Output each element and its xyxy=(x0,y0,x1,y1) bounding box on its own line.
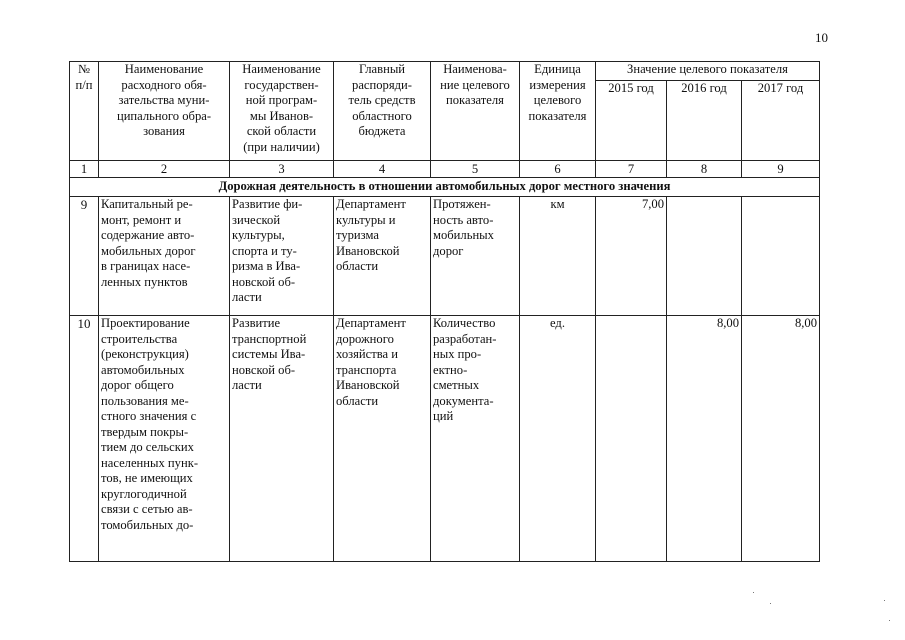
column-number: 9 xyxy=(742,161,820,178)
column-number: 8 xyxy=(667,161,742,178)
obligation-name-cell: Капитальный ре- монт, ремонт и содержание авто- мобильных дорог в границах насе- ленных пунктов xyxy=(99,197,230,316)
indicator-name-cell: Количество разработан- ных про- ектно- сметных документа- ций xyxy=(431,316,520,562)
page-number: 10 xyxy=(815,30,828,45)
header-col-state-program: Наименование государствен- ной програм- мы Иванов- ской области (при наличии) xyxy=(230,62,334,161)
header-values-group: Значение целевого показателя xyxy=(596,62,820,81)
value-2015-cell xyxy=(596,316,667,562)
column-number: 6 xyxy=(520,161,596,178)
state-program-cell: Развитие транспортной системы Ива- новской об- ласти xyxy=(230,316,334,562)
table-row xyxy=(70,197,820,316)
budget-manager-cell: Департамент культуры и туризма Ивановской области xyxy=(334,197,431,316)
row-number: 9 xyxy=(70,197,99,316)
value-2016-cell xyxy=(667,197,742,316)
obligation-name-cell: Проектирование строительства (реконструкция) автомобильных дорог общего пользования ме- стного значения с твердым покры- тием до сельских населенных пунк- тов, не имеющих круглогодичной связи с сетью ав- томобильных до- xyxy=(99,316,230,562)
column-number: 3 xyxy=(230,161,334,178)
header-year-2015: 2015 год xyxy=(596,81,667,161)
header-col-obligation-name: Наименование расходного обя- зательства муни- ципального обра- зования xyxy=(99,62,230,161)
scan-speck xyxy=(884,600,885,601)
header-col-no: № п/п xyxy=(70,62,99,161)
row-number: 10 xyxy=(70,316,99,562)
section-title: Дорожная деятельность в отношении автомобильных дорог местного значения xyxy=(70,178,820,197)
budget-manager-cell: Департамент дорожного хозяйства и транспорта Ивановской области xyxy=(334,316,431,562)
header-col-budget-manager: Главный распоряди- тель средств областного бюджета xyxy=(334,62,431,161)
header-col-unit: Единица измерения целевого показателя xyxy=(520,62,596,161)
header-col-indicator-name: Наименова- ние целевого показателя xyxy=(431,62,520,161)
value-2016-cell: 8,00 xyxy=(667,316,742,562)
column-number: 5 xyxy=(431,161,520,178)
state-program-cell: Развитие фи- зической культуры, спорта и ту- ризма в Ива- новской об- ласти xyxy=(230,197,334,316)
column-number-row xyxy=(70,161,820,178)
unit-cell: ед. xyxy=(520,316,596,562)
header-year-2017: 2017 год xyxy=(742,81,820,161)
header-year-2016: 2016 год xyxy=(667,81,742,161)
scan-speck xyxy=(753,592,754,593)
table-row xyxy=(70,316,820,562)
target-indicators-table xyxy=(69,61,820,562)
scan-speck xyxy=(889,620,890,621)
unit-cell: км xyxy=(520,197,596,316)
column-number: 7 xyxy=(596,161,667,178)
indicator-name-cell: Протяжен- ность авто- мобильных дорог xyxy=(431,197,520,316)
scan-speck xyxy=(770,603,771,604)
column-number: 1 xyxy=(70,161,99,178)
value-2017-cell xyxy=(742,197,820,316)
value-2015-cell: 7,00 xyxy=(596,197,667,316)
column-number: 2 xyxy=(99,161,230,178)
value-2017-cell: 8,00 xyxy=(742,316,820,562)
column-number: 4 xyxy=(334,161,431,178)
